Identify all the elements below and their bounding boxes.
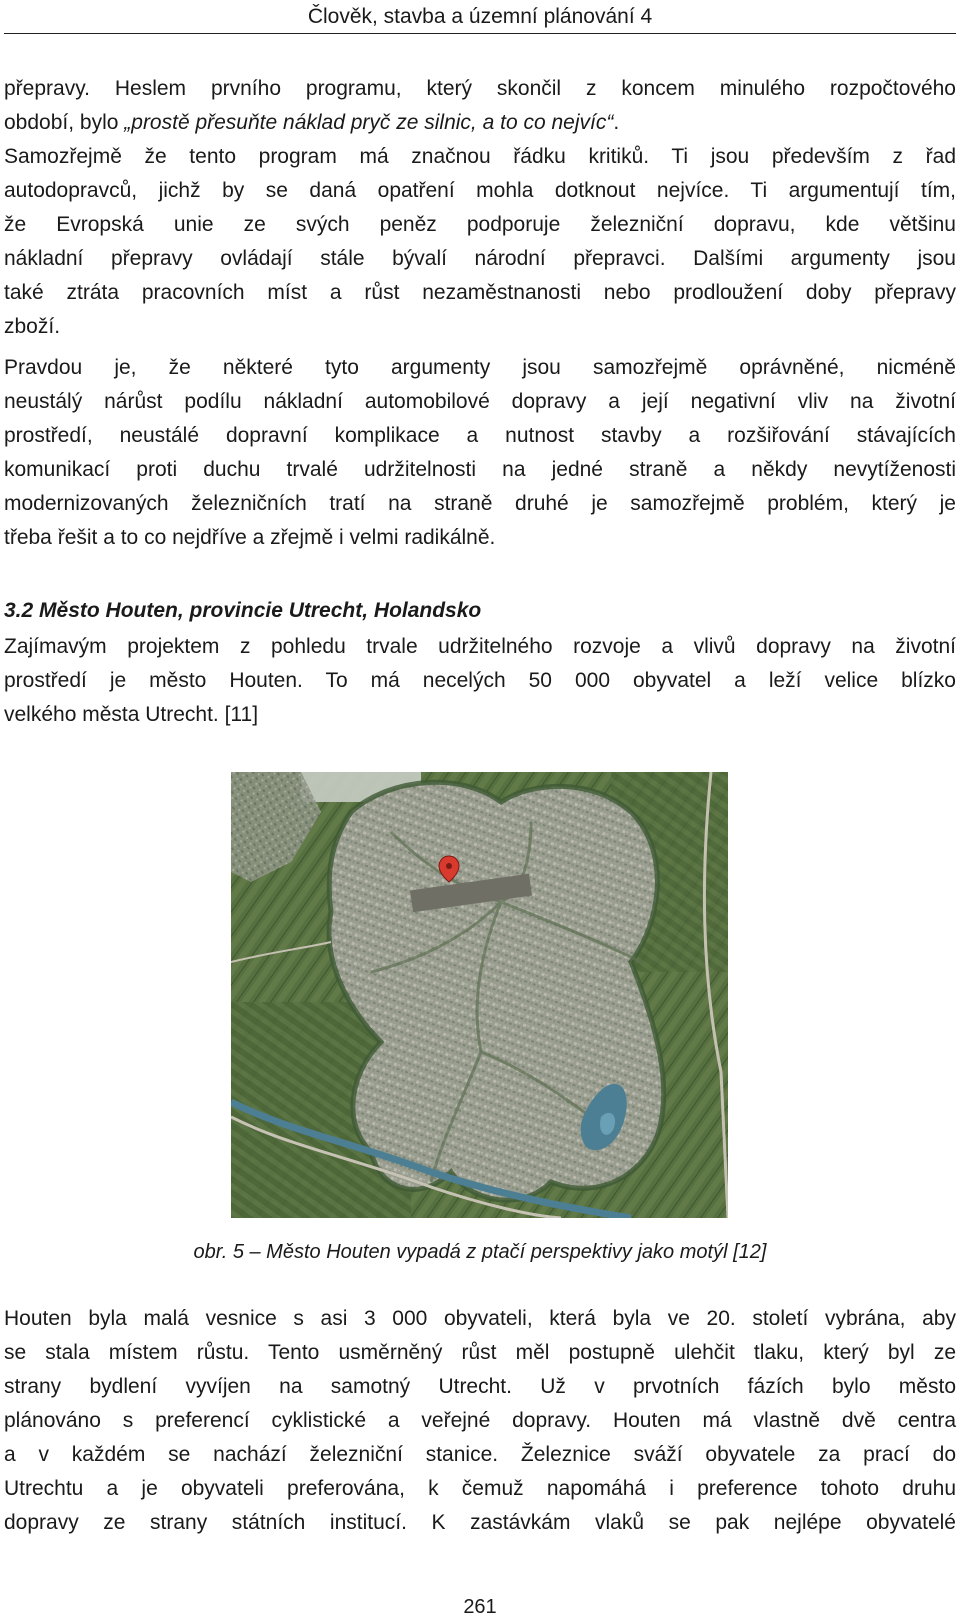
- paragraph-houten-intro: [4, 630, 956, 732]
- text-line: neustálý nárůst podílu nákladní automobilové dopravy a její negativní vliv na životní: [4, 390, 956, 413]
- text-line: že Evropská unie ze svých peněz podporuje železniční dopravu, kde většinu: [4, 213, 956, 236]
- text-line: také ztráta pracovních míst a růst nezaměstnanosti nebo prodloužení doby přepravy: [4, 281, 956, 304]
- text-line: modernizovaných železničních tratí na straně druhé je samozřejmě problém, který je: [4, 492, 956, 515]
- text-line: třeba řešit a to co nejdříve a zřejmě i velmi radikálně.: [4, 526, 496, 549]
- text-line: velkého města Utrecht. [11]: [4, 703, 259, 726]
- figure-caption: obr. 5 – Město Houten vypadá z ptačí perspektivy jako motýl [12]: [193, 1241, 767, 1263]
- header-divider: [4, 33, 956, 34]
- page-number: 261: [463, 1596, 497, 1618]
- programme-motto: „prostě přesuňte náklad pryč ze silnic, a to co nejvíc“: [124, 111, 614, 134]
- text-line: dopravy ze strany státních institucí. K zastávkám vlaků se pak nejlépe obyvatelé: [4, 1511, 956, 1534]
- text-line: Samozřejmě že tento program má značnou řádku kritiků. Ti jsou především z řad: [4, 145, 956, 168]
- text-line: přepravy. Heslem prvního programu, který skončil z koncem minulého rozpočtového: [4, 77, 956, 100]
- paragraph-houten-growth: [4, 1302, 956, 1540]
- text-line: Pravdou je, že některé tyto argumenty jsou samozřejmě oprávněné, nicméně: [4, 356, 956, 379]
- houten-aerial-photo: [231, 772, 728, 1218]
- text-line: prostředí, neustálé dopravní komplikace a nutnost stavby a rozšiřování stávajících: [4, 424, 956, 447]
- section-heading: 3.2 Město Houten, provincie Utrecht, Holandsko: [4, 599, 482, 622]
- text-line: nákladní přepravy ovládají stále bývalí národní přepravci. Dalšími argumenty jsou: [4, 247, 956, 270]
- paragraph-arguments: [4, 351, 956, 555]
- text-line: prostředí je město Houten. To má necelých 50 000 obyvatel a leží velice blízko: [4, 669, 956, 692]
- text-line: autodopravců, jichž by se daná opatření mohla dotknout nejvíce. Ti argumentují tím,: [4, 179, 956, 202]
- text-line: Houten byla malá vesnice s asi 3 000 obyvateli, která byla ve 20. století vybrána, aby: [4, 1307, 956, 1330]
- text-line: plánováno s preferencí cyklistické a veřejné dopravy. Houten má vlastně dvě centra: [4, 1409, 956, 1432]
- text-line: a v každém se nachází železniční stanice. Železnice sváží obyvatele za prací do: [4, 1443, 956, 1466]
- text-line: komunikací proti duchu trvalé udržitelnosti na jedné straně a někdy nevytíženosti: [4, 458, 956, 481]
- running-header: Člověk, stavba a územní plánování 4: [307, 5, 653, 28]
- text-line: Utrechtu a je obyvateli preferována, k čemuž napomáhá i preference tohoto druhu: [4, 1477, 956, 1500]
- text-line: zboží.: [4, 315, 61, 338]
- text-line: Zajímavým projektem z pohledu trvale udržitelného rozvoje a vlivů dopravy na životní: [4, 635, 956, 658]
- text-line: se stala místem růstu. Tento usměrněný růst měl postupně ulehčit tlaku, který byl ze: [4, 1341, 956, 1364]
- aerial-map-graphic: [231, 772, 728, 1218]
- paragraph-freight-programme: [4, 72, 956, 344]
- text-line: strany bydlení vyvíjen na samotný Utrecht. Už v prvotních fázích bylo město: [4, 1375, 956, 1398]
- text-line: období, bylo „prostě přesuňte náklad pryč ze silnic, a to co nejvíc“.: [4, 111, 620, 134]
